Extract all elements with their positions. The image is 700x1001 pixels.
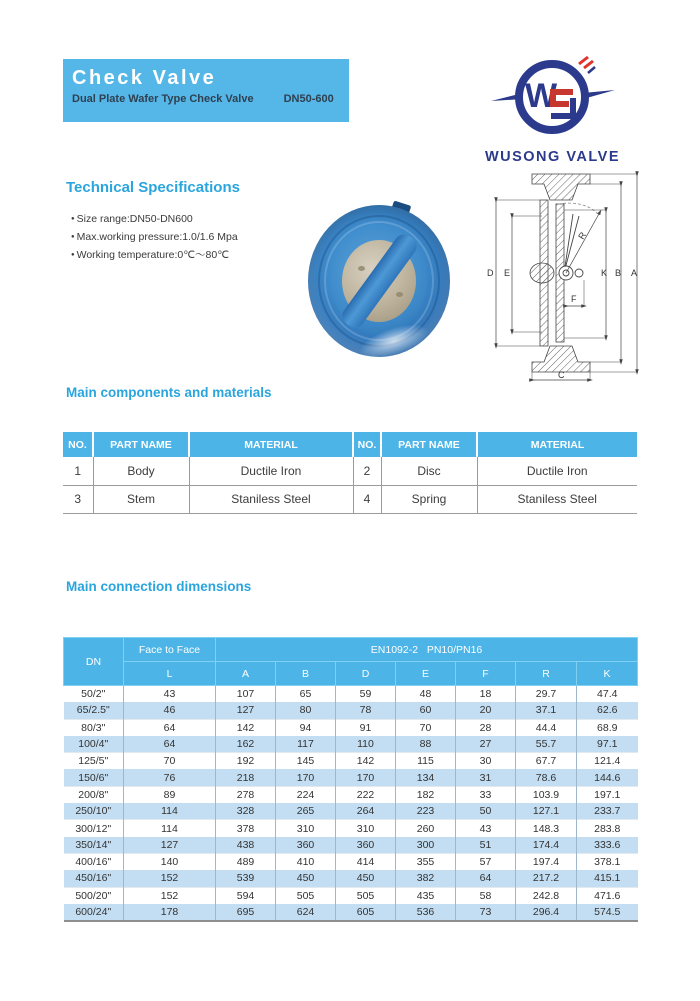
table-row <box>64 904 638 921</box>
table-cell: 624 <box>276 904 336 921</box>
table-cell: Staniless Steel <box>477 485 637 513</box>
table-cell: 60 <box>396 702 456 719</box>
company-name: WUSONG VALVE <box>484 149 621 165</box>
table-cell: 44.4 <box>516 719 577 736</box>
table-cell: 110 <box>336 736 396 753</box>
table-row <box>64 686 638 703</box>
dim-label-B: B <box>615 268 622 278</box>
logo-mark-icon <box>489 52 617 142</box>
banner-subtitle <box>72 93 339 105</box>
table-cell: 30 <box>456 753 516 770</box>
table-cell: 68.9 <box>577 719 638 736</box>
table-cell: 4 <box>353 485 381 513</box>
table-cell: 278 <box>216 786 276 803</box>
dimensions-table-header <box>64 638 638 686</box>
table-cell: 192 <box>216 753 276 770</box>
col-header: NO. <box>63 432 93 457</box>
col-header: A <box>216 662 276 686</box>
table-cell: 355 <box>396 853 456 870</box>
table-cell: 65/2.5" <box>64 702 124 719</box>
table-cell: 152 <box>124 887 216 904</box>
table-cell: 170 <box>336 769 396 786</box>
table-cell: 3 <box>63 485 93 513</box>
table-cell: 310 <box>336 820 396 837</box>
table-cell: 536 <box>396 904 456 921</box>
company-logo <box>480 52 625 165</box>
table-cell: 695 <box>216 904 276 921</box>
col-header: B <box>276 662 336 686</box>
table-cell: 1 <box>63 457 93 485</box>
table-cell: 31 <box>456 769 516 786</box>
table-cell: 46 <box>124 702 216 719</box>
table-cell: 80 <box>276 702 336 719</box>
dimensions-table-body <box>64 686 638 921</box>
table-cell: 80/3" <box>64 719 124 736</box>
table-cell: 58 <box>456 887 516 904</box>
table-cell: 57 <box>456 853 516 870</box>
section-heading-technical-specifications: Technical Specifications <box>66 179 240 196</box>
table-cell: 142 <box>216 719 276 736</box>
dim-label-A: A <box>631 268 638 278</box>
table-cell: 594 <box>216 887 276 904</box>
spec-item: ● Size range:DN50-DN600 <box>71 210 238 228</box>
product-type: Dual Plate Wafer Type Check Valve <box>72 93 254 105</box>
table-cell: 97.1 <box>577 736 638 753</box>
table-cell: 233.7 <box>577 803 638 820</box>
table-cell: 142 <box>336 753 396 770</box>
table-cell: 360 <box>276 837 336 854</box>
table-cell: Body <box>93 457 189 485</box>
table-cell: Spring <box>381 485 477 513</box>
table-cell: 76 <box>124 769 216 786</box>
table-cell: 114 <box>124 820 216 837</box>
table-cell: 70 <box>124 753 216 770</box>
col-header-standard: EN1092-2 PN10/PN16 <box>216 638 638 662</box>
table-cell: 162 <box>216 736 276 753</box>
table-cell: 89 <box>124 786 216 803</box>
table-cell: 103.9 <box>516 786 577 803</box>
table-row <box>64 803 638 820</box>
valve-cross-section-drawing <box>480 168 648 386</box>
table-cell: 410 <box>276 853 336 870</box>
table-cell: 217.2 <box>516 870 577 887</box>
col-header: PART NAME <box>93 432 189 457</box>
table-cell: 400/16" <box>64 853 124 870</box>
table-cell: 43 <box>456 820 516 837</box>
dim-label-K: K <box>601 268 608 278</box>
title-banner <box>63 59 349 122</box>
table-cell: 450 <box>336 870 396 887</box>
table-cell: 178 <box>124 904 216 921</box>
svg-text:W: W <box>524 77 557 115</box>
dim-label-D: D <box>487 268 494 278</box>
table-cell: 300/12" <box>64 820 124 837</box>
size-range-badge: DN50-600 <box>283 93 334 105</box>
table-cell: 65 <box>276 686 336 703</box>
table-cell: 88 <box>396 736 456 753</box>
col-header: F <box>456 662 516 686</box>
table-cell: 51 <box>456 837 516 854</box>
table-row <box>64 753 638 770</box>
table-row <box>64 736 638 753</box>
table-cell: 360 <box>336 837 396 854</box>
table-cell: 134 <box>396 769 456 786</box>
table-cell: 127 <box>216 702 276 719</box>
table-cell: 67.7 <box>516 753 577 770</box>
table-cell: 55.7 <box>516 736 577 753</box>
table-cell: 310 <box>276 820 336 837</box>
dim-label-E: E <box>504 268 511 278</box>
table-cell: 223 <box>396 803 456 820</box>
table-cell: 2 <box>353 457 381 485</box>
table-cell: 50/2" <box>64 686 124 703</box>
table-cell: 117 <box>276 736 336 753</box>
table-cell: 605 <box>336 904 396 921</box>
dim-label-F: F <box>571 294 577 304</box>
table-cell: 50 <box>456 803 516 820</box>
table-cell: 300 <box>396 837 456 854</box>
table-cell: 20 <box>456 702 516 719</box>
table-cell: 174.4 <box>516 837 577 854</box>
spec-item: ● Working temperature:0℃～80℃ <box>71 246 238 264</box>
col-header-dn: DN <box>64 638 124 686</box>
table-row <box>63 457 637 485</box>
table-row <box>63 485 637 513</box>
table-cell: 64 <box>456 870 516 887</box>
table-cell: 574.5 <box>577 904 638 921</box>
table-cell: 378 <box>216 820 276 837</box>
table-cell: 500/20" <box>64 887 124 904</box>
spec-item: ● Max.working pressure:1.0/1.6 Mpa <box>71 228 238 246</box>
table-cell: 73 <box>456 904 516 921</box>
col-header: L <box>124 662 216 686</box>
table-cell: 47.4 <box>577 686 638 703</box>
page-title: Check Valve <box>72 67 217 89</box>
table-cell: 450 <box>276 870 336 887</box>
table-cell: 242.8 <box>516 887 577 904</box>
table-cell: 260 <box>396 820 456 837</box>
table-cell: 127 <box>124 837 216 854</box>
table-cell: 28 <box>456 719 516 736</box>
table-cell: 350/14" <box>64 837 124 854</box>
dimensions-table <box>63 637 638 922</box>
table-cell: 283.8 <box>577 820 638 837</box>
table-cell: Staniless Steel <box>189 485 353 513</box>
table-cell: 250/10" <box>64 803 124 820</box>
col-header: PART NAME <box>381 432 477 457</box>
table-cell: 100/4" <box>64 736 124 753</box>
table-cell: 182 <box>396 786 456 803</box>
table-row <box>64 786 638 803</box>
table-cell: 27 <box>456 736 516 753</box>
table-cell: 224 <box>276 786 336 803</box>
table-cell: 218 <box>216 769 276 786</box>
section-heading-dimensions: Main connection dimensions <box>66 579 252 594</box>
table-cell: 265 <box>276 803 336 820</box>
table-cell: 33 <box>456 786 516 803</box>
table-row <box>64 870 638 887</box>
table-cell: 150/6" <box>64 769 124 786</box>
col-header: R <box>516 662 577 686</box>
table-cell: 414 <box>336 853 396 870</box>
table-cell: 539 <box>216 870 276 887</box>
table-cell: 382 <box>396 870 456 887</box>
table-cell: 264 <box>336 803 396 820</box>
table-cell: 148.3 <box>516 820 577 837</box>
table-cell: 222 <box>336 786 396 803</box>
table-cell: 37.1 <box>516 702 577 719</box>
table-cell: 78.6 <box>516 769 577 786</box>
table-cell: 48 <box>396 686 456 703</box>
table-cell: 333.6 <box>577 837 638 854</box>
components-table <box>63 432 637 514</box>
table-cell: Ductile Iron <box>189 457 353 485</box>
table-cell: 115 <box>396 753 456 770</box>
table-cell: 328 <box>216 803 276 820</box>
spec-bullet-list <box>71 210 238 264</box>
table-cell: 435 <box>396 887 456 904</box>
table-cell: 127.1 <box>516 803 577 820</box>
table-cell: 438 <box>216 837 276 854</box>
table-row <box>64 837 638 854</box>
table-cell: 200/8" <box>64 786 124 803</box>
table-cell: 59 <box>336 686 396 703</box>
col-header: NO. <box>353 432 381 457</box>
table-cell: 197.1 <box>577 786 638 803</box>
table-cell: 18 <box>456 686 516 703</box>
table-cell: 70 <box>396 719 456 736</box>
table-cell: 415.1 <box>577 870 638 887</box>
table-cell: 43 <box>124 686 216 703</box>
table-cell: 144.6 <box>577 769 638 786</box>
table-cell: 471.6 <box>577 887 638 904</box>
table-row <box>64 719 638 736</box>
col-header: E <box>396 662 456 686</box>
table-cell: 121.4 <box>577 753 638 770</box>
table-row <box>64 887 638 904</box>
table-cell: Stem <box>93 485 189 513</box>
col-header: K <box>577 662 638 686</box>
table-cell: 29.7 <box>516 686 577 703</box>
col-header: D <box>336 662 396 686</box>
table-cell: 62.6 <box>577 702 638 719</box>
dim-label-R: R <box>576 230 589 242</box>
table-cell: 152 <box>124 870 216 887</box>
table-cell: 145 <box>276 753 336 770</box>
table-cell: 296.4 <box>516 904 577 921</box>
col-header: MATERIAL <box>189 432 353 457</box>
table-cell: 505 <box>336 887 396 904</box>
table-row <box>64 853 638 870</box>
components-table-body <box>63 457 637 513</box>
table-cell: 505 <box>276 887 336 904</box>
table-cell: 197.4 <box>516 853 577 870</box>
table-cell: 94 <box>276 719 336 736</box>
table-cell: 450/16" <box>64 870 124 887</box>
table-cell: 64 <box>124 719 216 736</box>
table-cell: 140 <box>124 853 216 870</box>
table-row <box>64 702 638 719</box>
table-cell: 107 <box>216 686 276 703</box>
table-cell: 78 <box>336 702 396 719</box>
table-cell: Ductile Iron <box>477 457 637 485</box>
table-cell: 600/24" <box>64 904 124 921</box>
components-table-header <box>63 432 637 457</box>
table-cell: 64 <box>124 736 216 753</box>
table-cell: 170 <box>276 769 336 786</box>
table-row <box>64 769 638 786</box>
table-row <box>64 820 638 837</box>
table-cell: 489 <box>216 853 276 870</box>
dim-label-C: C <box>558 370 565 380</box>
valve-product-photo <box>306 200 454 364</box>
table-cell: 114 <box>124 803 216 820</box>
section-heading-components: Main components and materials <box>66 385 272 400</box>
col-header: MATERIAL <box>477 432 637 457</box>
table-cell: 125/5" <box>64 753 124 770</box>
table-cell: Disc <box>381 457 477 485</box>
col-header-face-to-face: Face to Face <box>124 638 216 662</box>
table-cell: 91 <box>336 719 396 736</box>
table-cell: 378.1 <box>577 853 638 870</box>
